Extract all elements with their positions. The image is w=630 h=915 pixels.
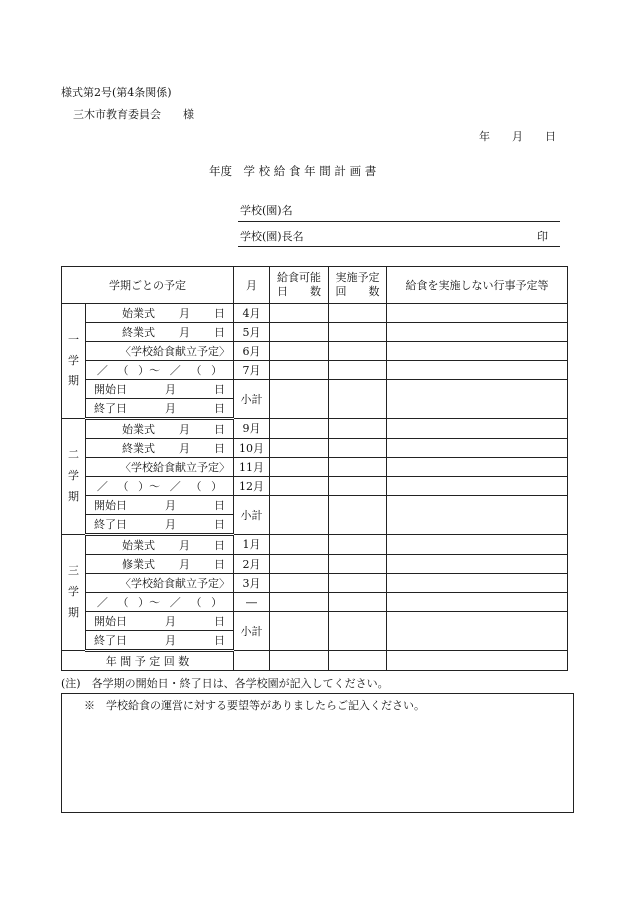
events-cell[interactable] [387,458,568,477]
events-cell[interactable] [387,593,568,612]
start-date[interactable]: 開始日 月 日 [86,380,234,399]
possible-days-cell[interactable] [270,574,329,593]
events-cell[interactable] [387,439,568,458]
header-month: 月 [234,267,270,304]
events-cell[interactable] [387,304,568,323]
annual-total-planned-count[interactable] [329,651,387,671]
menu-plan-label: 〈学校給食献立予定〉 [86,342,234,361]
events-cell[interactable] [387,555,568,574]
planned-count-cell[interactable] [329,458,387,477]
school-name-line[interactable] [238,221,560,222]
term-row [62,496,568,515]
events-cell[interactable] [387,342,568,361]
planned-count-cell[interactable] [329,323,387,342]
planned-count-cell[interactable] [329,477,387,496]
start-date[interactable]: 開始日 月 日 [86,612,234,631]
subtotal-label: 小計 [234,496,270,535]
closing-ceremony[interactable]: 終業式 月 日 [86,323,234,342]
month-cell: 9月 [234,419,270,439]
term-label: 三 学 期 [62,535,86,651]
subtotal-possible-days[interactable] [270,612,329,651]
term-label: 二 学 期 [62,419,86,535]
request-prompt: ※ 学校給食の運営に対する要望等がありましたらご記入ください。 [84,699,425,712]
month-cell: 5月 [234,323,270,342]
month-cell: 3月 [234,574,270,593]
menu-plan-period[interactable]: ／ （ ）〜 ／ （ ） [86,361,234,380]
events-cell[interactable] [387,419,568,439]
date-field[interactable]: 年 月 日 [479,130,556,143]
planned-count-cell[interactable] [329,555,387,574]
annual-total-label: 年 間 予 定 回 数 [62,651,234,671]
month-cell: ― [234,593,270,612]
month-cell: 12月 [234,477,270,496]
end-date[interactable]: 終了日 月 日 [86,631,234,651]
term-label: 一 学 期 [62,304,86,419]
term-row [62,380,568,399]
annual-plan-table [61,266,568,671]
month-cell: 6月 [234,342,270,361]
term-row [62,361,568,380]
planned-count-cell[interactable] [329,419,387,439]
possible-days-cell[interactable] [270,458,329,477]
opening-ceremony[interactable]: 始業式 月 日 [86,419,234,439]
possible-days-cell[interactable] [270,555,329,574]
month-cell: 1月 [234,535,270,555]
planned-count-cell[interactable] [329,342,387,361]
term-row [62,439,568,458]
events-cell[interactable] [387,535,568,555]
header-events: 給食を実施しない行事予定等 [387,267,568,304]
subtotal-planned-count[interactable] [329,496,387,535]
seal-mark: 印 [537,230,548,243]
possible-days-cell[interactable] [270,304,329,323]
possible-days-cell[interactable] [270,439,329,458]
note-text: (注) 各学期の開始日・終了日は、各学校園が記入してください。 [61,677,389,690]
possible-days-cell[interactable] [270,342,329,361]
events-cell[interactable] [387,477,568,496]
possible-days-cell[interactable] [270,477,329,496]
addressee: 三木市教育委員会 様 [73,108,194,121]
end-date[interactable]: 終了日 月 日 [86,515,234,535]
principal-name-line[interactable] [238,246,560,247]
opening-ceremony[interactable]: 始業式 月 日 [86,535,234,555]
menu-plan-label: 〈学校給食献立予定〉 [86,458,234,477]
header-planned-count: 実施予定 回 数 [329,267,387,304]
possible-days-cell[interactable] [270,361,329,380]
start-date[interactable]: 開始日 月 日 [86,496,234,515]
end-date[interactable]: 終了日 月 日 [86,399,234,419]
subtotal-label: 小計 [234,612,270,651]
possible-days-cell[interactable] [270,419,329,439]
planned-count-cell[interactable] [329,574,387,593]
possible-days-cell[interactable] [270,535,329,555]
menu-plan-label: 〈学校給食献立予定〉 [86,574,234,593]
term-row [62,419,568,439]
subtotal-planned-count[interactable] [329,380,387,419]
month-cell: 2月 [234,555,270,574]
subtotal-events[interactable] [387,612,568,651]
subtotal-possible-days[interactable] [270,496,329,535]
possible-days-cell[interactable] [270,593,329,612]
planned-count-cell[interactable] [329,361,387,380]
closing-ceremony[interactable]: 修業式 月 日 [86,555,234,574]
subtotal-planned-count[interactable] [329,612,387,651]
term-row [62,593,568,612]
month-cell: 4月 [234,304,270,323]
month-cell: 10月 [234,439,270,458]
subtotal-events[interactable] [387,496,568,535]
subtotal-possible-days[interactable] [270,380,329,419]
planned-count-cell[interactable] [329,304,387,323]
menu-plan-period[interactable]: ／ （ ）〜 ／ （ ） [86,477,234,496]
term-row [62,574,568,593]
possible-days-cell[interactable] [270,323,329,342]
term-row [62,555,568,574]
term-row [62,304,568,323]
term-row [62,342,568,361]
planned-count-cell[interactable] [329,439,387,458]
events-cell[interactable] [387,574,568,593]
term-row [62,612,568,631]
page-title: 年度 学 校 給 食 年 間 計 画 書 [209,164,377,178]
term-row [62,458,568,477]
closing-ceremony[interactable]: 終業式 月 日 [86,439,234,458]
annual-total-row [62,651,568,671]
planned-count-cell[interactable] [329,535,387,555]
menu-plan-period[interactable]: ／ （ ）〜 ／ （ ） [86,593,234,612]
term-row [62,477,568,496]
opening-ceremony[interactable]: 始業式 月 日 [86,304,234,323]
planned-count-cell[interactable] [329,593,387,612]
term-row [62,323,568,342]
annual-total-month[interactable] [234,651,270,671]
annual-total-events[interactable] [387,651,568,671]
subtotal-events[interactable] [387,380,568,419]
request-box[interactable] [61,693,574,813]
header-possible-days: 給食可能 日 数 [270,267,329,304]
principal-name-label: 学校(園)長名 [240,230,304,243]
header-schedule: 学期ごとの予定 [62,267,234,304]
month-cell: 7月 [234,361,270,380]
annual-total-possible-days[interactable] [270,651,329,671]
table-header-row [62,267,568,304]
events-cell[interactable] [387,361,568,380]
term-row [62,535,568,555]
subtotal-label: 小計 [234,380,270,419]
events-cell[interactable] [387,323,568,342]
month-cell: 11月 [234,458,270,477]
school-name-label: 学校(園)名 [240,204,293,217]
form-number: 様式第2号(第4条関係) [61,86,172,99]
